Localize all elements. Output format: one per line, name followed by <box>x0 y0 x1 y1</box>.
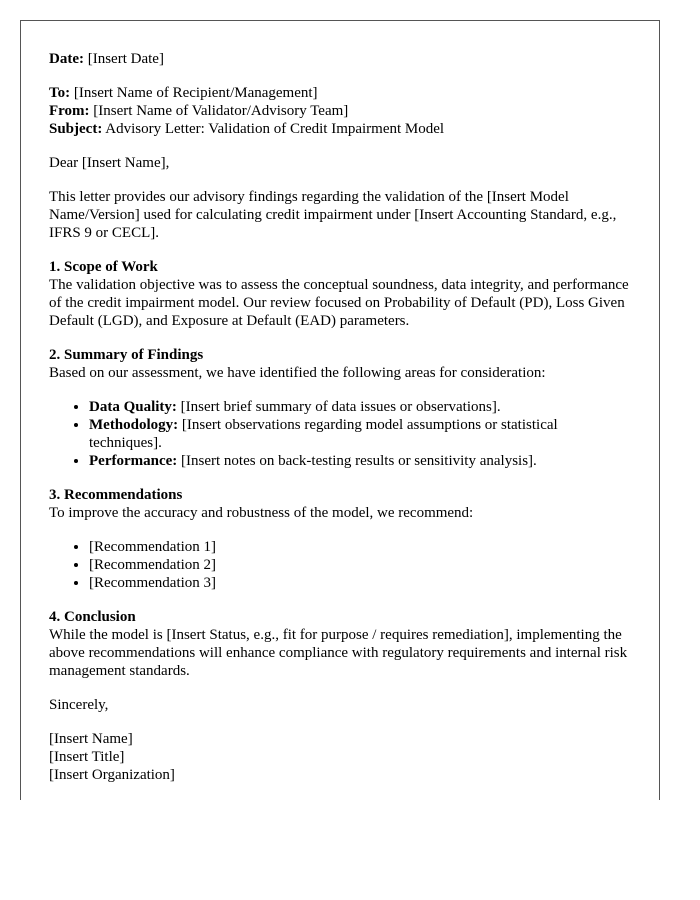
subject-line <box>49 120 631 138</box>
item-text: [Insert brief summary of data issues or observations]. <box>180 399 501 415</box>
section-heading: 1. Scope of Work <box>49 259 158 275</box>
date-label: Date: <box>49 51 84 67</box>
signature-title: [Insert Title] <box>49 749 125 765</box>
section-recommendations <box>49 486 631 592</box>
to-line <box>49 84 631 102</box>
list-item <box>89 416 631 452</box>
to-value: [Insert Name of Recipient/Management] <box>73 85 318 101</box>
item-label: Methodology: <box>89 417 179 433</box>
section-findings <box>49 346 631 470</box>
signature-organization: [Insert Organization] <box>49 767 175 783</box>
address-block <box>49 84 631 138</box>
section-heading: 3. Recommendations <box>49 487 183 503</box>
section-scope <box>49 258 631 330</box>
from-line <box>49 102 631 120</box>
subject-label: Subject: <box>49 121 103 137</box>
closing: Sincerely, <box>49 697 109 713</box>
section-heading: 4. Conclusion <box>49 609 136 625</box>
item-label: Data Quality: <box>89 399 177 415</box>
from-label: From: <box>49 103 90 119</box>
letter-page <box>20 20 660 800</box>
section-heading: 2. Summary of Findings <box>49 347 204 363</box>
section-body: Based on our assessment, we have identified the following areas for consideration: <box>49 365 546 381</box>
item-text: [Insert notes on back-testing results or sensitivity analysis]. <box>181 453 537 469</box>
section-body: The validation objective was to assess the conceptual soundness, data integrity, and performance of the credit impairment model. Our review focused on Probability of Default (PD), Loss Given Default (LGD), and Exposure at Default (EAD) parameters. <box>49 277 629 329</box>
list-item <box>89 452 631 470</box>
date-block <box>49 50 631 68</box>
list-item: • [Recommendation 3] <box>89 574 631 592</box>
list-item: • [Recommendation 1] <box>89 538 631 556</box>
section-conclusion <box>49 608 631 680</box>
item-text: [Insert observations regarding model assumptions or statistical techniques]. <box>89 417 558 451</box>
date-line <box>49 50 631 68</box>
list-item: • [Recommendation 2] <box>89 556 631 574</box>
recommendations-list <box>49 538 631 592</box>
signature-block <box>49 730 631 784</box>
from-value: [Insert Name of Validator/Advisory Team] <box>93 103 349 119</box>
intro-paragraph: This letter provides our advisory findings regarding the validation of the [Insert Model Name/Version] used for calculating credit impairment under [Insert Accounting Standard, e.g., IFRS 9 or CECL]. <box>49 189 617 241</box>
findings-list <box>49 398 631 470</box>
section-body: While the model is [Insert Status, e.g., fit for purpose / requires remediation], implementing the above recommendations will enhance compliance with regulatory requirements and internal risk management standards. <box>49 627 628 679</box>
date-value: [Insert Date] <box>87 51 164 67</box>
signature-name: [Insert Name] <box>49 731 133 747</box>
subject-value: Advisory Letter: Validation of Credit Impairment Model <box>105 121 445 137</box>
section-body: To improve the accuracy and robustness of the model, we recommend: <box>49 505 474 521</box>
list-item <box>89 398 631 416</box>
item-label: Performance: <box>89 453 178 469</box>
salutation: Dear [Insert Name], <box>49 155 170 171</box>
to-label: To: <box>49 85 71 101</box>
